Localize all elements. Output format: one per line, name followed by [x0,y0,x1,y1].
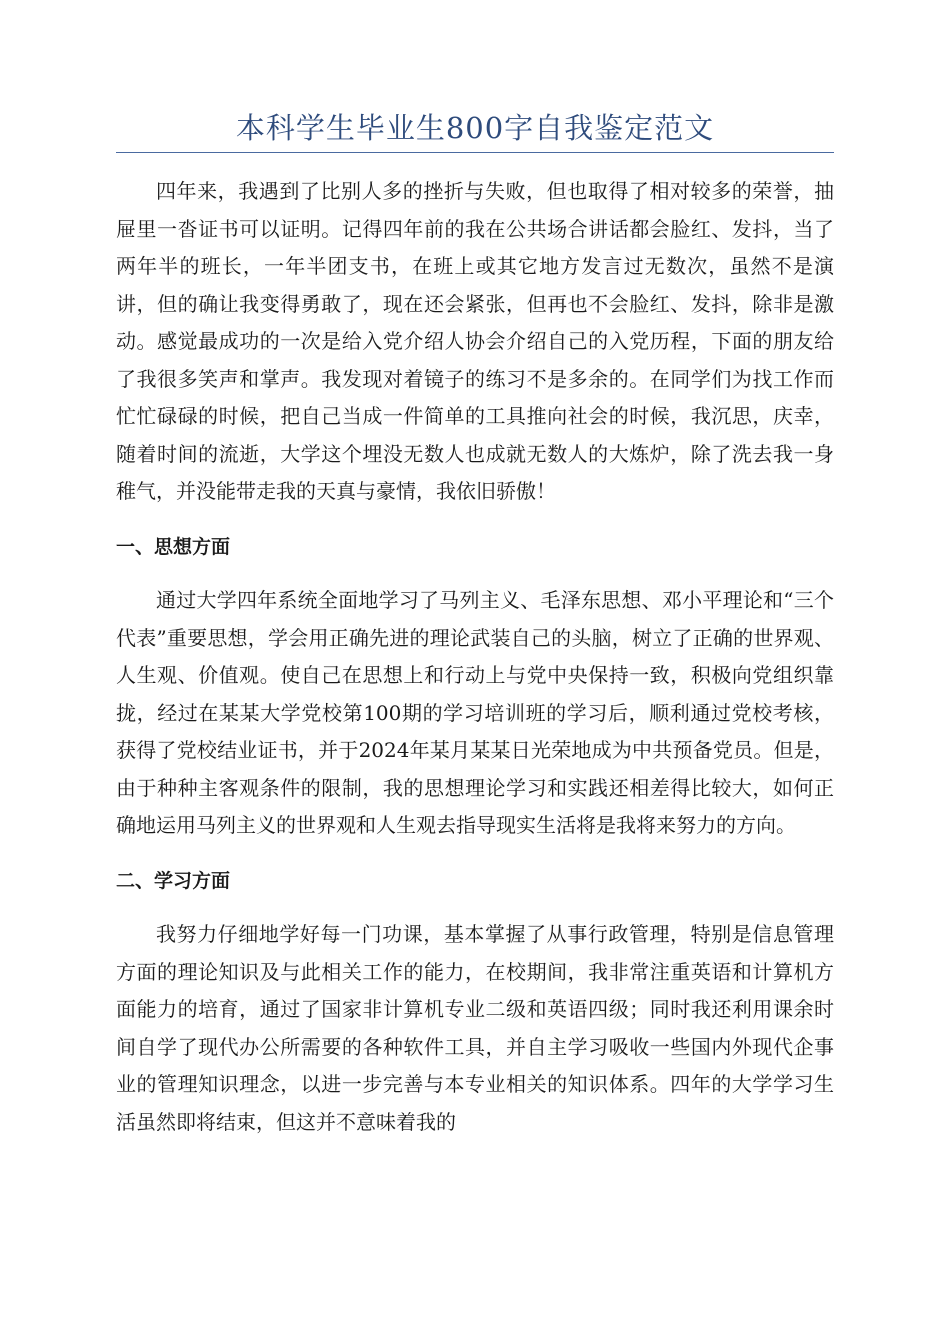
intro-paragraph: 四年来，我遇到了比别人多的挫折与失败，但也取得了相对较多的荣誉，抽屉里一沓证书可以证明。记得四年前的我在公共场合讲话都会脸红、发抖，当了两年半的班长，一年半团支书，在班上或其它地方发言过无数次，虽然不是演讲，但的确让我变得勇敢了，现在还会紧张，但再也不会脸红、发抖，除非是激动。感觉最成功的一次是给入党介绍人协会介绍自己的入党历程，下面的朋友给了我很多笑声和掌声。我发现对着镜子的练习不是多余的。在同学们为找工作而忙忙碌碌的时候，把自己当成一件简单的工具推向社会的时候，我沉思，庆幸，随着时间的流逝，大学这个埋没无数人也成就无数人的大炼炉，除了洗去我一身稚气，并没能带走我的天真与豪情，我依旧骄傲！ [116,179,834,503]
document-page [116,108,834,1141]
section-heading-study: 二、学习方面 [116,869,231,892]
title-underline [116,152,834,153]
section-body-thought: 通过大学四年系统全面地学习了马列主义、毛泽东思想、邓小平理论和“三个代表”重要思想，学会用正确先进的理论武装自己的头脑，树立了正确的世界观、人生观、价值观。使自己在思想上和行动上与党中央保持一致，积极向党组织靠拢，经过在某某大学党校第100期的学习培训班的学习后，顺利通过党校考核，获得了党校结业证书，并于2024年某月某某日光荣地成为中共预备党员。但是，由于种种主客观条件的限制，我的思想理论学习和实践还相差得比较大，如何正确地运用马列主义的世界观和人生观去指导现实生活将是我将来努力的方向。 [116,588,834,837]
section-body-study: 我努力仔细地学好每一门功课，基本掌握了从事行政管理，特别是信息管理方面的理论知识及与此相关工作的能力，在校期间，我非常注重英语和计算机方面能力的培育，通过了国家非计算机专业二级和英语四级；同时我还利用课余时间自学了现代办公所需要的各种软件工具，并自主学习吸收一些国内外现代企事业的管理知识理念，以进一步完善与本专业相关的知识体系。四年的大学学习生活虽然即将结束，但这并不意味着我的 [116,922,834,1134]
document-title: 本科学生毕业生800字自我鉴定范文 [235,111,715,145]
section-heading-thought: 一、思想方面 [116,535,231,558]
